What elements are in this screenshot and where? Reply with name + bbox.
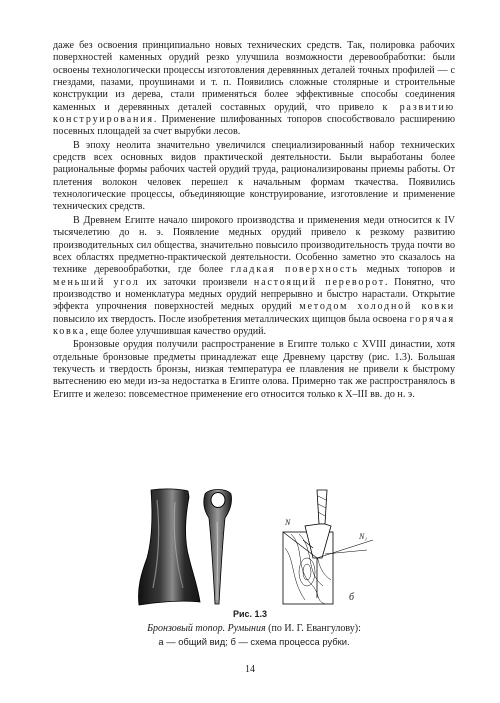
figure-1-3 [135, 488, 380, 606]
label-a: а [191, 590, 196, 601]
spaced-emphasis: настоящий переворот [253, 276, 385, 288]
paragraph-2: В эпоху неолита значительно увеличился специализированный набор технических средств всех основных видов практической деятельности. Были выработаны более рациональные формы рабочих частей орудий труда, рационализированы приемы работы. От плетения волокон человек перешел к начальным формам ткачества. Появились технологические процессы, объединяющие конструирование, изготовление и применение технических средств. [53, 139, 455, 213]
body-text [53, 40, 455, 401]
figure-illustration [135, 488, 380, 606]
paragraph-1: даже без освоения принципиально новых технических средств. Так, полировка рабочих поверхностей каменных орудий резко улучшила возможности деревообработки: были освоены технологически процессы изготовления деревянных деталей точных профилей — с гнездами, пазами, проушинами и т. п. Появились сложные столярные и строительные конструкции из дерева, стали применяться более эффективные способы соединения каменных и деревянных деталей составных орудий, что привело к развитию конструирования. Применение шлифованных топоров способствовало расширению посевных площадей за счет вырубки лесов. [53, 40, 455, 138]
figure-legend: а — общий вид; б — схема процесса рубки. [158, 636, 350, 647]
chopping-scheme [283, 490, 373, 604]
spaced-emphasis: гладкая поверхность [230, 264, 359, 276]
label-n1: N₁ [359, 532, 368, 541]
shaft-hole [211, 493, 225, 508]
spaced-emphasis: горячая ковка [53, 313, 455, 337]
label-n: N [285, 518, 291, 527]
page-number: 14 [245, 664, 255, 675]
axe-front-view [138, 489, 200, 605]
spaced-emphasis: к развитию конструирования [53, 101, 455, 126]
paragraph-4: Бронзовые орудия получили распространение в Египте только с XVIII династии, хотя отдельные бронзовые предметы принадлежат еще Древнему царству (рис. 1.3). Большая текучесть и твердость бронзы, низкая температура ее плавления не привели к быстрому вытеснению ею меди из-за недостатка в Египте олова. Примерно так же распространялось в Египте и железо: повсеместное применение его относится только к X–III вв. до н. э. [53, 339, 455, 400]
figure-title: Рис. 1.3 [232, 609, 268, 619]
label-b: б [349, 592, 355, 603]
axe-handle [317, 490, 327, 524]
spaced-emphasis: меньший угол [53, 276, 140, 288]
paragraph-3: В Древнем Египте начало широкого производства и применения меди относится к IV тысячелетию до н. э. Появление медных орудий привело к резкому развитию производительных сил общества, значительно повысило производительность труда почти во всех областях предметно-практической деятельности. Особенно заметно это сказалось на технике деревообработки, где более гладкая поверхность медных топоров и меньший угол их заточки произвели настоящий переворот. Понятно, что производство и номенклатура медных орудий непрерывно и быстро нарастали. Открытие эффекта упрочнения поверхностей медных орудий методом холодной ковки повысило их твердость. После изобретения металлических щипцов была освоена горячая ковка, еще более улучшившая качество орудий. [53, 214, 455, 337]
figure-caption: Бронзовый топор. Румыния (по И. Г. Евангулову): а — общий вид; б — схема процесса рубки. [53, 622, 455, 648]
spaced-emphasis: методом холодной ковки [299, 301, 455, 313]
